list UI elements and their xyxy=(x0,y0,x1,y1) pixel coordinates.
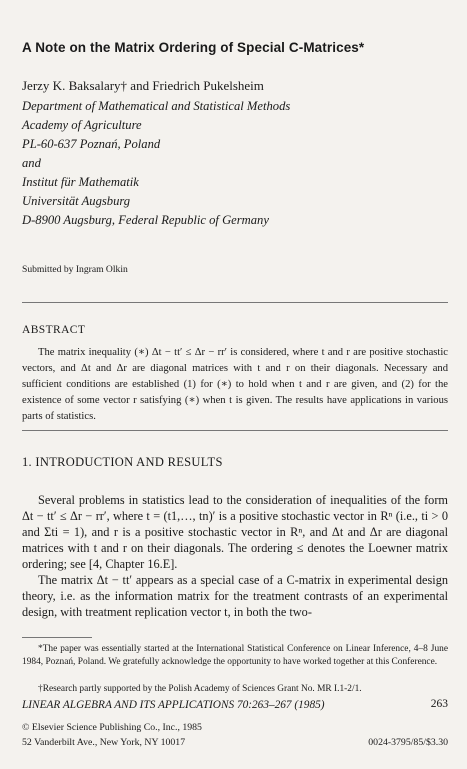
affiliation-line: Universität Augsburg xyxy=(22,194,131,208)
footnote-divider xyxy=(22,637,92,638)
affiliation-line: Department of Mathematical and Statistical Methods xyxy=(22,99,291,113)
submitted-by: Submitted by Ingram Olkin xyxy=(22,264,128,275)
journal-citation: LINEAR ALGEBRA AND ITS APPLICATIONS 70:263–267 (1985) xyxy=(22,699,325,711)
divider xyxy=(22,430,448,431)
abstract-heading: ABSTRACT xyxy=(22,324,86,336)
affiliation-line: Institut für Mathematik xyxy=(22,175,139,189)
publisher-line: © Elsevier Science Publishing Co., Inc., 1985 xyxy=(22,722,202,733)
affiliation-line: and xyxy=(22,156,41,170)
divider xyxy=(22,302,448,303)
footnote: *The paper was essentially started at the International Statistical Conference on Linear Inference, 4–8 June 1984, Poznań, Poland. We gratefully acknowledge the opportunity to have worked together at this Conference. xyxy=(22,644,448,667)
paper-title: A Note on the Matrix Ordering of Special C-Matrices* xyxy=(22,40,365,55)
affiliation-line: Academy of Agriculture xyxy=(22,118,142,132)
page-number: 263 xyxy=(430,698,448,710)
affiliation-line: PL-60-637 Poznań, Poland xyxy=(22,137,161,151)
section-heading: 1. INTRODUCTION AND RESULTS xyxy=(22,455,223,469)
issn-code: 0024-3795/85/$3.30 xyxy=(368,737,448,748)
publisher-line: 52 Vanderbilt Ave., New York, NY 10017 xyxy=(22,737,186,748)
affiliation-line: D-8900 Augsburg, Federal Republic of Germany xyxy=(22,213,269,227)
body-paragraph: Several problems in statistics lead to the consideration of inequalities of the form Δt − tt′ ≤ Δr − rr′, where t = (t1,…, tn)′ is a positive stochastic vector in Rⁿ (i.e., ti > 0 and Σti = 1), and r is a positive stochastic vector in Rⁿ, and Δt and Δr are diagonal matrices with t and r on their diagonals. The ordering ≤ denotes the Loewner matrix ordering; see [4, Chapter 16.E]. xyxy=(22,493,448,571)
footnote: †Research partly supported by the Polish Academy of Sciences Grant No. MR I.1-2/1. xyxy=(38,684,362,694)
body-paragraph: The matrix Δt − tt′ appears as a special case of a C-matrix in experimental design theory, i.e. as the information matrix for the treatment contrasts of an experimental design, with treatment replication vector t, in both the two- xyxy=(22,573,448,619)
abstract-body: The matrix inequality (∗) Δt − tt′ ≤ Δr − rr′ is considered, where t and r are positive stochastic vectors, and Δt and Δr are diagonal matrices with t and r on their diagonals. Necessary and sufficient conditions are established (1) for (∗) to hold when t and r are given, and (2) for the existence of some vector r satisfying (∗) when t is given. The results have applications in various parts of statistics. xyxy=(22,347,448,422)
authors: Jerzy K. Baksalary† and Friedrich Pukelsheim xyxy=(22,78,264,93)
